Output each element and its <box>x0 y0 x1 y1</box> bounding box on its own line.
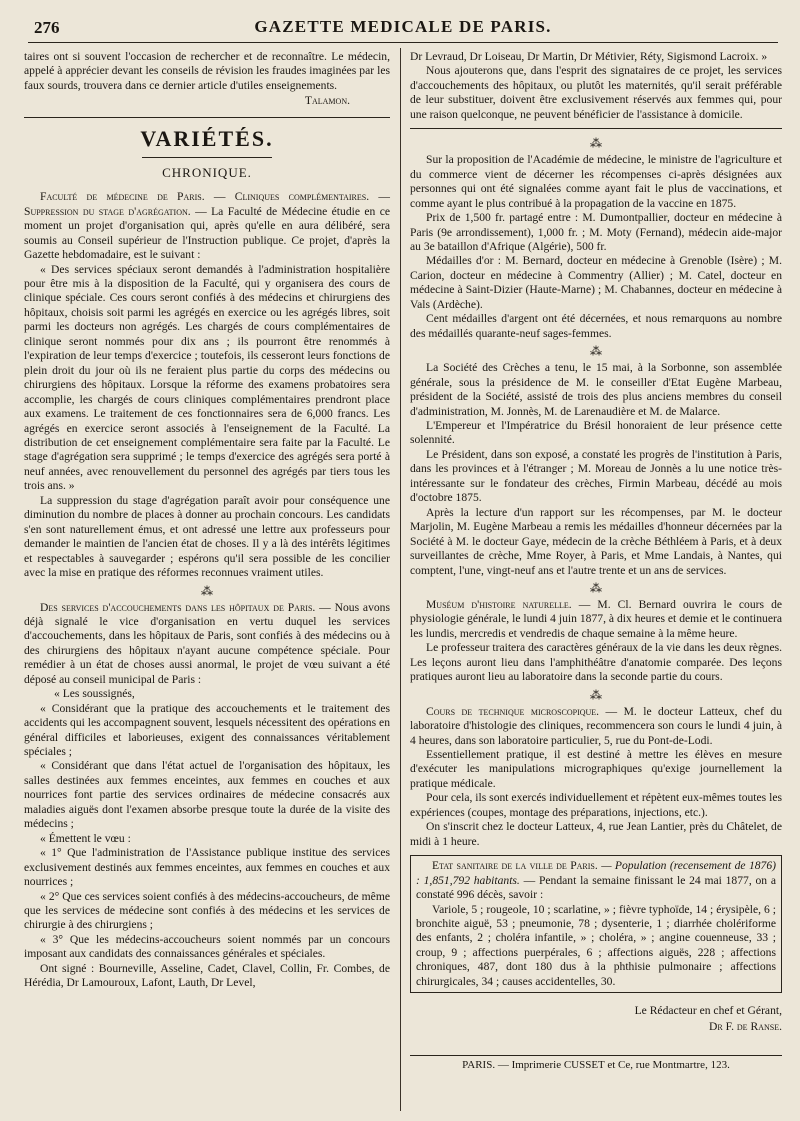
intro-signature: Talamon. <box>304 94 350 108</box>
considerant-2: « Considérant que dans l'état actuel de l'organisation des hôpitaux, les salles destinées aux femmes enceintes, aux femmes en couches et aux nourrices font partie des services ordinaires de médecine consacrés aux maladies aiguës dont l'examen absorbe presque toute la durée de la visite des médecins ; <box>24 759 390 831</box>
essentiellement-paragraph: Essentiellement pratique, il est destiné à mettre les élèves en mesure d'exécuter les manipulations micrographiques qu'exige journellement la pratique médicale. <box>410 748 782 790</box>
signataires: Ont signé : Bourneville, Asseline, Cadet, Clavel, Collin, Fr. Combes, de Hérédia, Dr Lamouroux, Lafont, Lauth, Dr Level, <box>24 961 390 990</box>
recompenses-paragraph: Sur la proposition de l'Académie de médecine, le ministre de l'agriculture et du commerce vient de décerner les récompenses ci-après désignées aux personnes qui ont été signalées comme ayant fait le plus de vaccinations, et comme ayant le plus contribué à la propagation de la vaccine en 1875. <box>410 153 782 210</box>
separator-stars: ⁂ <box>201 583 213 598</box>
faculte-paragraph <box>24 190 390 262</box>
page-number: 276 <box>34 18 60 37</box>
section-title: VARIÉTÉS. <box>140 125 274 151</box>
ajouterons-paragraph: Nous ajouterons que, dans l'esprit des signataires de ce projet, les services d'accouchements des hôpitaux, ou plutôt les maternités, qu'il serait préférable de leur substituer, doivent être exclusivement réservés aux femmes qui, pour une raison quelconque, ne peuvent bénéficier de l'assistance à domicile. <box>410 64 782 121</box>
page-header <box>28 16 778 43</box>
column-divider <box>400 48 401 1111</box>
varietes-section <box>24 117 390 991</box>
cours-heading: Cours de technique microscopique. <box>426 704 600 718</box>
professeur-paragraph: Le professeur traitera des caractères généraux de la vie dans les deux règnes. Les leçons auront lieu dans l'amphithéâtre d'anatomie comparée. Des leçons pratiques auront lieu au laboratoire dans la seconde partie du cours. <box>410 641 782 684</box>
redacteur-line-2: Dr F. de Ranse. <box>708 1020 782 1034</box>
emettent-line: « Émettent le vœu : <box>40 831 131 845</box>
argent-paragraph: Cent médailles d'argent ont été décernées, et nous remarquons au nombre des médaillés quarante-neuf sages-femmes. <box>410 312 782 340</box>
redacteur-signature <box>410 1003 782 1035</box>
separator-stars: ⁂ <box>590 344 602 359</box>
subsection-title: CHRONIQUE. <box>162 164 252 180</box>
inscrit-paragraph: On s'inscrit chez le docteur Latteux, 4, rue Jean Lantier, près du Châtelet, de midi à 1 heure. <box>410 820 782 848</box>
prix-paragraph: Prix de 1,500 fr. partagé entre : M. Dumontpallier, docteur en médecine à Paris (9e arrondissement), 1,000 fr. ; M. Moty (Fernand), médecin aide-major au 3e bataillon d'Afrique (Algérie), 500 fr. <box>410 211 782 253</box>
rapport-paragraph: Après la lecture d'un rapport sur les récompenses, par M. le docteur Marjolin, M. Eugène Marbeau a remis les médailles d'honneur décernées par la Société à M. le docteur Gaye, médecin de la crèche Béthléem à Paris, et à deux surveillantes de crèche, Mme Royer, à Paris, et Mme Landais, à Nantes, qui comptent, l'une, vingt-neuf ans et l'autre trente et un ans de services. <box>410 505 782 577</box>
medailles-paragraph: Médailles d'or : M. Bernard, docteur en médecine à Grenoble (Isère) ; M. Carion, docteur en médecine à Commentry (Allier) ; M. Catel, docteur en médecine à Saint-Dizier (Haute-Marne) ; M. Chabannes, docteur en médecine à Vals (Ardèche). <box>410 254 782 311</box>
faculte-heading: Faculté de médecine de Paris. — Cliniques complémentaires. — Suppression du stage d'agrégation. <box>24 190 390 218</box>
considerant-1: « Considérant que la pratique des accouchements et le traitement des accidents qui les accompagnent souvent, lesquels nécessitent des opérations en général difficiles et laborieuses, exigent des connaissances véritablement spéciales ; <box>24 701 390 759</box>
separator-stars: ⁂ <box>590 687 602 702</box>
title-rule <box>142 157 272 158</box>
journal-title: GAZETTE MEDICALE DE PARIS. <box>254 17 552 36</box>
president-paragraph: Le Président, dans son exposé, a constaté les progrès de l'institution à Paris, dans les provinces et à l'étranger ; M. Moreau de Jonnès a lu une notice très-intéressante sur le fondateur des crèches, Firmin Marbeau, décédé au mois d'octobre 1875. <box>410 447 782 505</box>
cours-paragraph <box>410 705 782 748</box>
faculte-text: — La Faculté de Médecine étudie en ce moment un projet d'organisation qui, après qu'elle en aura délibéré, sera soumis au Conseil supérieur de l'Instruction publique. Ce projet, d'après la Gazette hebdomadaire, est le suivant : <box>24 204 391 262</box>
faculte-comment: La suppression du stage d'agrégation paraît avoir pour conséquence une diminution du nombre de places à donner au prochain concours. Les candidats s'en sont naturellement émus, et ont adressé une lettre aux professeurs pour demander le maintien de l'ancien état de choses. Il y a là des intérêts légitimes et respectables à sauvegarder ; espérons qu'il sera possible de les concilier avec la mise en pratique des réformes reconnues vraiment utiles. <box>24 493 390 580</box>
etat-population: — Population (recensement de 1876) : 1,851,792 habitants. <box>416 859 776 887</box>
museum-heading: Muséum d'histoire naturelle. <box>426 597 572 611</box>
accouchements-paragraph <box>24 601 390 688</box>
empereur-paragraph: L'Empereur et l'Impératrice du Brésil honoraient de leur présence cette solennité. <box>410 418 782 447</box>
voeu-3: « 3° Que les médecins-accoucheurs soient nommés par un concours imposant aux candidats des connaissances générales et spéciales. <box>24 932 390 961</box>
separator-stars: ⁂ <box>590 580 602 595</box>
etat-list: Variole, 5 ; rougeole, 10 ; scarlatine, » ; fièvre typhoïde, 14 ; érysipèle, 6 ; bronchite aiguë, 53 ; pneumonie, 78 ; dysenterie, 1 ; diarrhée cholériforme des enfants, 2 ; choléra infantile, » ; choléra, » ; angine couenneuse, 33 ; croup, 9 ; affections puerpérales, 6 ; affections aiguës, 228 ; affections chroniques, 487, dont 180 dus à la phthisie pulmonaire ; affections chirurgicales, 34 ; causes accidentelles, 30. <box>416 902 776 988</box>
redacteur-line-1: Le Rédacteur en chef et Gérant, <box>634 1004 782 1018</box>
intro-paragraph: taires ont si souvent l'occasion de rechercher et de reconnaître. Le médecin, appelé à apprécier devant les conseils de révision les fraudes imaginées par les faux sourds, trouvera dans ce dernier article d'utiles enseignements. <box>24 50 390 92</box>
soussignes-line: « Les soussignés, <box>54 687 135 701</box>
etat-text: — Pendant la semaine finissant le 24 mai 1877, on a constaté 996 décès, savoir : <box>416 873 776 902</box>
museum-paragraph <box>410 598 782 641</box>
etat-paragraph <box>416 859 776 902</box>
accouchements-text: — Nous avons déjà signalé le vice d'organisation en vertu duquel les services d'accouchements, dans les hôpitaux de Paris, sont confiés à des médecins ou à des chirurgiens des hôpitaux n'ayant aucune compétence spéciale. Pour remédier à un état de choses aussi anormal, le projet de vœu suivant a été déposé au conseil municipal de Paris : <box>24 600 390 686</box>
left-column <box>24 50 390 991</box>
exerces-paragraph: Pour cela, ils sont exercés individuellement et répètent eux-mêmes toutes les expériences (coupes, montage des préparations, injections, etc.). <box>410 791 782 819</box>
voeu-1: « 1° Que l'administration de l'Assistance publique institue des services exclusivement destinés aux femmes enceintes, aux femmes en couches et aux nourrices ; <box>24 846 390 889</box>
creches-paragraph: La Société des Crèches a tenu, le 15 mai, à la Sorbonne, son assemblée générale, sous la présidence de M. le conseiller d'Etat Eugène Marbeau, président de la Société, assisté de trois des plus anciens membres du conseil d'administration, M. Jonnès, M. de Larenaudière et M. de Malarce. <box>410 361 782 418</box>
right-column <box>410 50 782 1073</box>
printer-imprint: PARIS. — Imprimerie CUSSET et Ce, rue Montmartre, 123. <box>410 1055 782 1072</box>
signataires-continued: Dr Levraud, Dr Loiseau, Dr Martin, Dr Métivier, Réty, Sigismond Lacroix. » <box>410 50 768 63</box>
accouchements-heading: Des services d'accouchements dans les hôpitaux de Paris. <box>40 600 316 614</box>
etat-heading: Etat sanitaire de la ville de Paris. <box>432 859 598 873</box>
etat-sanitaire-box <box>410 855 782 993</box>
recompenses-section <box>410 128 782 341</box>
museum-text: — M. Cl. Bernard ouvrira le cours de physiologie générale, le lundi 4 juin 1877, à dix heures et demie et le continuera les lundis, mercredis et vendredis de chaque semaine à la même heure. <box>410 597 783 640</box>
separator-stars: ⁂ <box>590 136 602 151</box>
cours-text: — M. le docteur Latteux, chef du laboratoire d'histologie des cliniques, recommencera son cours le lundi 4 juin, à 4 heures, dans son laboratoire particulier, 5, rue du Pont-de-Lodi. <box>410 704 782 747</box>
faculte-quote: « Des services spéciaux seront demandés à l'administration hospitalière pour être mis à la disposition de la Faculté, qui y organisera des cours de clinique spéciale. Ces cours seront confiés à des médecins et chirurgiens des hôpitaux, choisis soit parmi les agrégés en exercice ou les agrégés libres, soit parmi les docteurs non agrégés. Les chargés de cours complémentaires de clinique seront nommés pour dix ans ; ils pourront être renommés à l'expiration de leur temps d'exercice ; toutefois, ils cesseront leurs fonctions de plein droit du jour où ils ne feraient plus partie du corps des médecins ou chirurgiens des hôpitaux. Lorsque la réforme des examens probatoires sera accomplie, les chargés de cours cliniques complémentaires prendront place aux examens. Le traitement de ces fonctionnaires sera de 6,000 francs. Les agrégés en exercice seront associés à l'enseignement de la Faculté. La distribution de cet enseignement complémentaire sera faite par la Faculté. Le stage d'agrégation sera supprimé ; le temps d'exercice des agrégés sera porté à neuf années, avec renouvellement du personnel des agrégés par tiers tous les trois ans. » <box>24 262 390 493</box>
voeu-2: « 2° Que ces services soient confiés à des médecins-accoucheurs, de même que les services de médecine sont confiés à des médecins et les services de chirurgie à des chirurgiens ; <box>24 889 390 932</box>
